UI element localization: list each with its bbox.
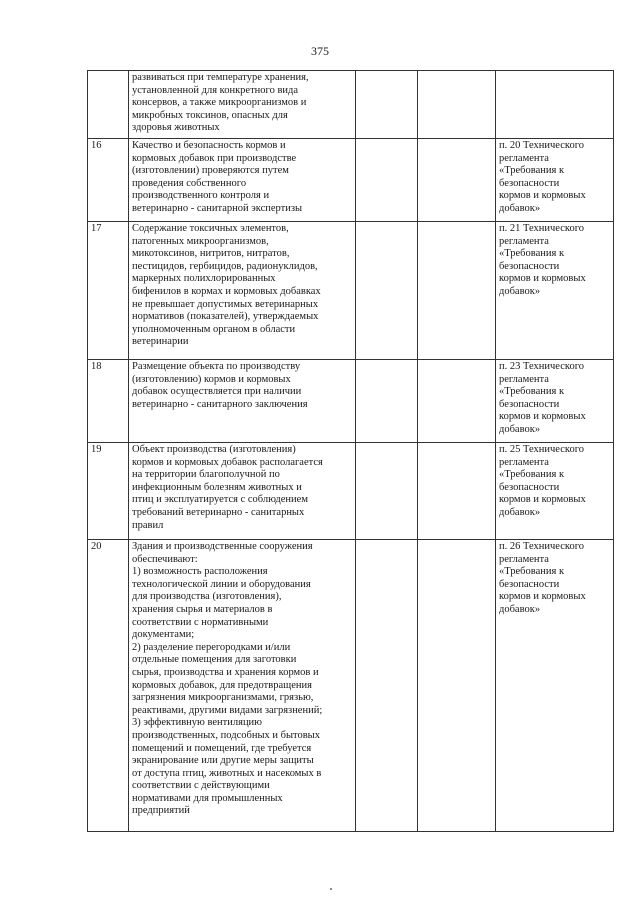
empty-cell (418, 222, 496, 360)
regulation-reference: п. 21 Технического регламента «Требования к безопасности кормов и кормовых добавок» (496, 222, 614, 360)
table-row (88, 443, 614, 540)
empty-cell (356, 222, 418, 360)
regulation-reference: п. 26 Технического регламента «Требования к безопасности кормов и кормовых добавок» (496, 540, 614, 832)
regulation-reference: п. 25 Технического регламента «Требования к безопасности кормов и кормовых добавок» (496, 443, 614, 540)
table-row (88, 222, 614, 360)
empty-cell (356, 443, 418, 540)
empty-cell (418, 540, 496, 832)
empty-cell (418, 71, 496, 139)
regulation-reference: п. 20 Технического регламента «Требования к безопасности кормов и кормовых добавок» (496, 139, 614, 222)
requirements-table (87, 70, 614, 832)
row-number: 19 (88, 443, 129, 540)
empty-cell (356, 71, 418, 139)
requirement-text: Объект производства (изготовления) кормов и кормовых добавок располагается на территории благополучной по инфекционным болезням животных и птиц и эксплуатируется с соблюдением требований ветеринарно - санитарных правил (129, 443, 356, 540)
empty-cell (356, 360, 418, 443)
row-number: 20 (88, 540, 129, 832)
empty-cell (418, 360, 496, 443)
row-number: 16 (88, 139, 129, 222)
requirement-text: развиваться при температуре хранения, установленной для конкретного вида консервов, а также микроорганизмов и микробных токсинов, опасных для здоровья животных (129, 71, 356, 139)
empty-cell (418, 443, 496, 540)
page-number: 375 (311, 44, 329, 58)
table-row (88, 360, 614, 443)
table-row (88, 540, 614, 832)
requirement-text: Качество и безопасность кормов и кормовых добавок при производстве (изготовлении) проверяются путем проведения собственного производственного контроля и ветеринарно - санитарной экспертизы (129, 139, 356, 222)
requirement-text: Содержание токсичных элементов, патогенных микроорганизмов, микотоксинов, нитритов, нитратов, пестицидов, гербицидов, радионуклидов, маркерных полихлорированных бифенилов в кормах и кормовых добавках не превышает допустимых ветеринарных нормативов (показателей), утверждаемых уполномоченным органом в области ветеринарии (129, 222, 356, 360)
scan-speck (330, 888, 332, 890)
requirement-text: Здания и производственные сооружения обеспечивают: 1) возможность расположения технологической линии и оборудования для производства (изготовления), хранения сырья и материалов в соответствии с нормативными документами; 2) разделение перегородками и/или отдельные помещения для заготовки сырья, производства и хранения кормов и кормовых добавок, для предотвращения загрязнения микроорганизмами, грязью, реактивами, другими видами загрязнений; 3) эффективную вентиляцию производственных, подсобных и бытовых помещений и помещений, где требуется экранирование или другие меры защиты от доступа птиц, животных и насекомых в соответствии с действующими нормативами для промышленных предприятий (129, 540, 356, 832)
row-number: 17 (88, 222, 129, 360)
table-row (88, 139, 614, 222)
row-number (88, 71, 129, 139)
empty-cell (356, 540, 418, 832)
empty-cell (418, 139, 496, 222)
regulation-reference: п. 23 Технического регламента «Требования к безопасности кормов и кормовых добавок» (496, 360, 614, 443)
row-number: 18 (88, 360, 129, 443)
regulation-reference (496, 71, 614, 139)
requirement-text: Размещение объекта по производству (изготовлению) кормов и кормовых добавок осуществляется при наличии ветеринарно - санитарного заключения (129, 360, 356, 443)
empty-cell (356, 139, 418, 222)
table-row (88, 71, 614, 139)
